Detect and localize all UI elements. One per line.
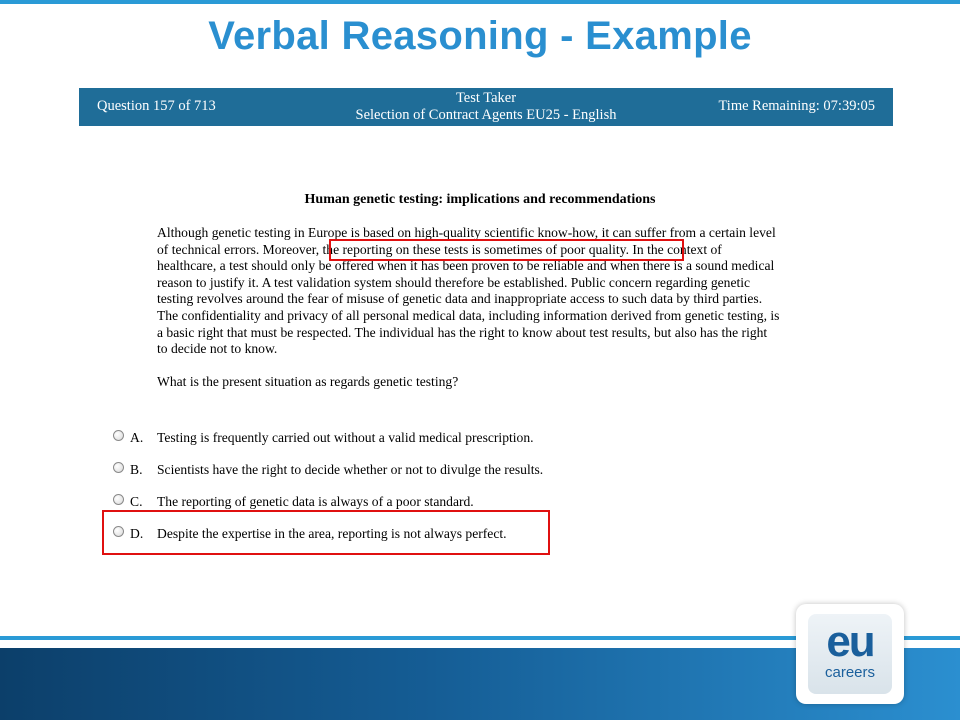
passage-line: a basic right that must be respected. The individual has the right to know about test results, but also has the right: [157, 324, 768, 340]
passage-title: Human genetic testing: implications and recommendations: [304, 192, 656, 207]
option-letter: D.: [130, 526, 144, 541]
option-letter: C.: [130, 494, 143, 509]
option-a[interactable]: [113, 428, 534, 448]
option-text: Despite the expertise in the area, reporting is not always perfect.: [157, 526, 507, 541]
option-text: Testing is frequently carried out without a valid medical prescription.: [157, 430, 534, 445]
passage-line: Although genetic testing in Europe is based on high-quality scientific know-how, it can suffer from a certain level: [157, 225, 776, 240]
top-accent-rule: [0, 0, 960, 4]
answer-highlight-box: [102, 510, 550, 555]
passage-line: of technical errors. Moreover, the reporting on these tests is sometimes of poor quality. In the context of: [157, 241, 722, 257]
time-remaining: Time Remaining: 07:39:05: [718, 98, 875, 114]
test-name: Selection of Contract Agents EU25 - English: [355, 107, 617, 123]
logo-careers-text: careers: [824, 664, 876, 681]
passage-line: reason to justify it. A test validation system should therefore be established. Public concern regarding genetic: [157, 274, 751, 290]
passage-line: healthcare, a test should only be offered when it has been proven to be reliable and when there is a sound medical: [157, 258, 775, 274]
option-text: Scientists have the right to decide whether or not to divulge the results.: [157, 462, 544, 477]
test-taker-label: Test Taker: [455, 90, 517, 106]
option-letter: B.: [130, 462, 143, 477]
passage-line: testing revolves around the fear of misuse of genetic data and inappropriate access to such data by third parties.: [157, 291, 763, 307]
option-b[interactable]: [113, 460, 543, 480]
option-text: The reporting of genetic data is always of a poor standard.: [157, 494, 474, 509]
question-text: What is the present situation as regards genetic testing?: [157, 374, 459, 389]
option-letter: A.: [130, 430, 144, 445]
radio-button-icon[interactable]: [113, 494, 124, 505]
test-header-bar: [79, 88, 893, 126]
passage-line: The confidentiality and privacy of all personal medical data, including information derived from genetic testing, is: [157, 307, 780, 323]
passage-highlight-box: [329, 239, 684, 261]
passage-line: to decide not to know.: [157, 341, 278, 357]
question-counter: Question 157 of 713: [97, 98, 216, 114]
eu-careers-logo: [796, 604, 904, 704]
radio-button-icon[interactable]: [113, 430, 124, 441]
radio-button-icon[interactable]: [113, 462, 124, 473]
logo-tile: [808, 614, 892, 694]
option-c[interactable]: [113, 492, 474, 512]
logo-eu-text: eu: [826, 617, 874, 666]
slide-title: Verbal Reasoning - Example: [208, 14, 752, 58]
